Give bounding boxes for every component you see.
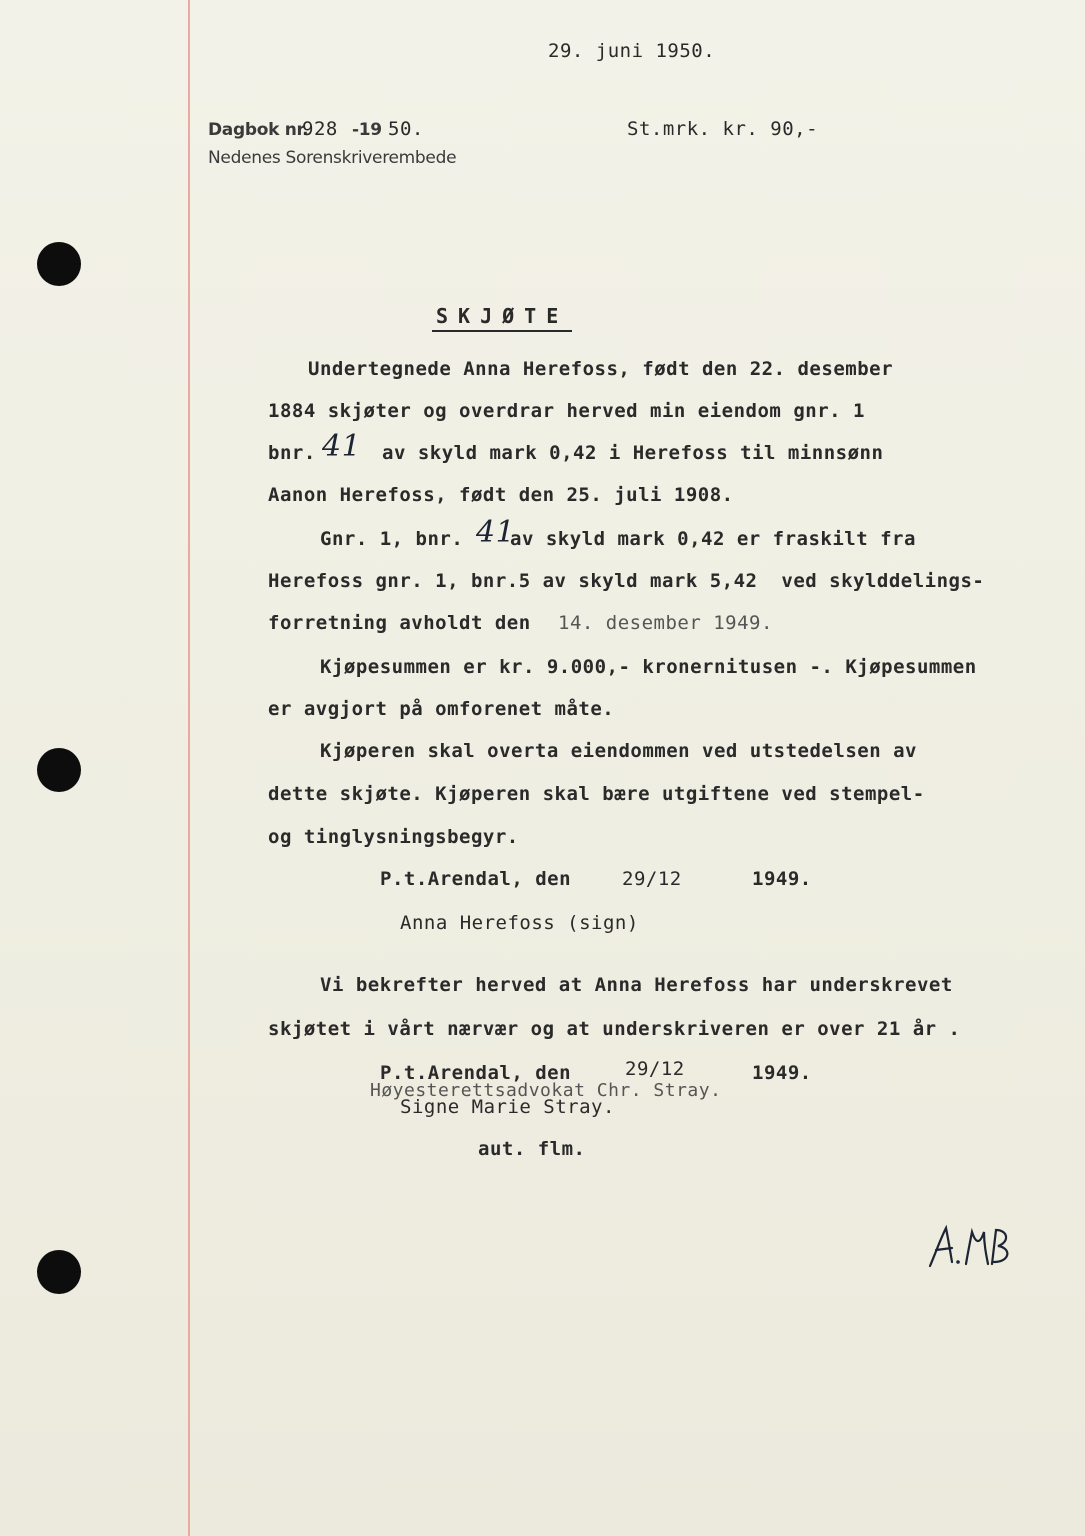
dagbok-label: Dagbok nr. xyxy=(208,120,309,140)
punch-hole-top xyxy=(37,242,81,286)
place-date-1: P.t.Arendal, den xyxy=(380,868,572,890)
body-line-8: Kjøpesummen er kr. 9.000,- kronernitusen -. Kjøpesummen xyxy=(320,656,977,678)
body-line-7b: 14. desember 1949. xyxy=(558,612,773,634)
year-2: 1949. xyxy=(752,1062,812,1084)
body-line-4: Aanon Herefoss, født den 25. juli 1908. xyxy=(268,484,734,506)
body-line-2: 1884 skjøter og overdrar herved min eiendom gnr. 1 xyxy=(268,400,865,422)
place-date-2: P.t.Arendal, den xyxy=(380,1062,572,1084)
body-line-9: er avgjort på omforenet måte. xyxy=(268,698,615,720)
body-line-12: og tinglysningsbegyr. xyxy=(268,826,519,848)
body-line-7a: forretning avholdt den xyxy=(268,612,531,634)
handwritten-initials xyxy=(926,1222,1014,1272)
witness-2: Signe Marie Stray. xyxy=(400,1096,615,1118)
authorization-note: aut. flm. xyxy=(478,1138,586,1160)
punch-hole-middle xyxy=(37,748,81,792)
body-line-3a: bnr. xyxy=(268,442,316,464)
year-1: 1949. xyxy=(752,868,812,890)
signer-name: Anna Herefoss (sign) xyxy=(400,912,639,934)
body-line-5a: Gnr. 1, bnr. xyxy=(320,528,464,550)
body-line-6: Herefoss gnr. 1, bnr.5 av skyld mark 5,42 ved skylddelings- xyxy=(268,570,985,592)
margin-rule xyxy=(188,0,190,1536)
witness-line-2: skjøtet i vårt nærvær og at underskriveren er over 21 år . xyxy=(268,1018,961,1040)
document-title: SKJØTE xyxy=(432,306,572,332)
date-1: 29/12 xyxy=(622,868,682,890)
witness-line-1: Vi bekrefter herved at Anna Herefoss har underskrevet xyxy=(320,974,953,996)
date-2: 29/12 xyxy=(625,1058,685,1080)
body-line-11: dette skjøte. Kjøperen skal bære utgiftene ved stempel- xyxy=(268,783,925,805)
stamp-office: Nedenes Sorenskriverembede xyxy=(208,148,457,168)
body-line-1: Undertegnede Anna Herefoss, født den 22. desember xyxy=(308,358,894,380)
body-line-3b: av skyld mark 0,42 i Herefoss til minnsønn xyxy=(382,442,884,464)
handwritten-bnr-1: 41 xyxy=(322,429,362,464)
dagbok-number: 928 xyxy=(302,118,338,140)
body-line-10: Kjøperen skal overta eiendommen ved utstedelsen av xyxy=(320,740,917,762)
handwritten-bnr-2: 41 xyxy=(476,515,516,550)
document-date: 29. juni 1950. xyxy=(548,40,716,62)
dagbok-year: 50. xyxy=(388,118,424,140)
dagbok-year-prefix: -19 xyxy=(352,120,382,140)
body-line-5b: av skyld mark 0,42 er fraskilt fra xyxy=(510,528,916,550)
punch-hole-bottom xyxy=(37,1250,81,1294)
witness-1: Høyesterettsadvokat Chr. Stray. xyxy=(370,1080,722,1101)
stamp-fee: St.mrk. kr. 90,- xyxy=(627,118,819,140)
